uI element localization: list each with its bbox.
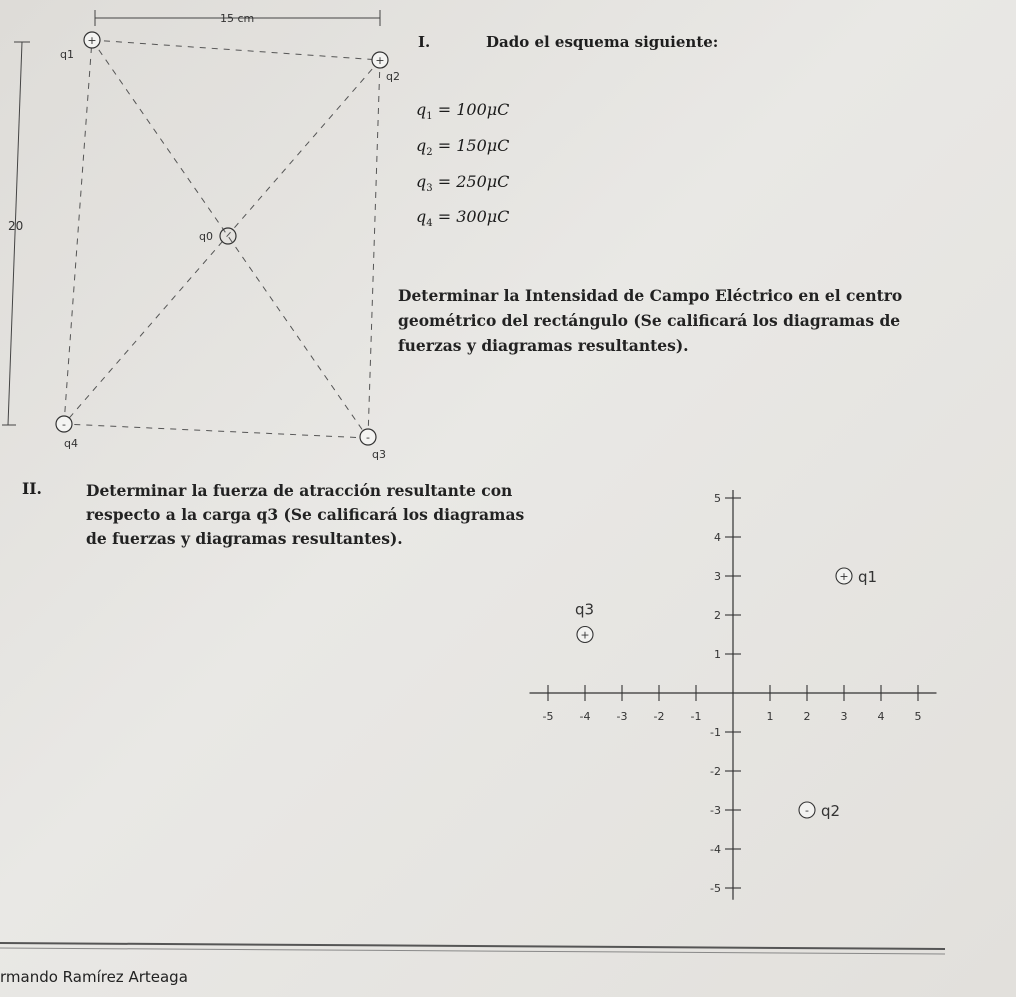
q1-sign: + bbox=[839, 570, 849, 583]
y-tick-label: -2 bbox=[710, 765, 721, 778]
q3-sign: - bbox=[366, 431, 370, 444]
plane-axes bbox=[530, 490, 937, 900]
section2-task: Determinar la fuerza de atracción resultante con respecto a la carga q3 (Se calificará los diagramas de fuerzas y diagramas resultantes). bbox=[86, 481, 525, 548]
x-tick-label: -3 bbox=[616, 710, 628, 723]
y-tick-label: 5 bbox=[714, 492, 721, 505]
x-tick-label: 1 bbox=[766, 710, 774, 723]
q3-label: q3 bbox=[372, 448, 386, 461]
q1-label: q1 bbox=[60, 48, 74, 61]
charge-q3 bbox=[360, 429, 376, 445]
q2-label: q2 bbox=[386, 70, 400, 83]
q3-label: q3 bbox=[575, 600, 595, 619]
x-tick-label: 4 bbox=[877, 710, 885, 723]
x-tick-label: -2 bbox=[653, 710, 665, 723]
q1-label: q1 bbox=[858, 568, 878, 586]
q2-sign: - bbox=[805, 804, 809, 817]
x-tick-label: 3 bbox=[840, 710, 848, 723]
x-tick-label: -4 bbox=[579, 710, 591, 723]
q4-label: q4 bbox=[64, 437, 78, 450]
q2-label: q2 bbox=[821, 802, 841, 820]
x-tick-label: 2 bbox=[803, 710, 811, 723]
width-label: 15 cm bbox=[220, 12, 255, 25]
q0-label: q0 bbox=[199, 230, 213, 243]
dashed-rectangle bbox=[64, 40, 380, 438]
charge-q0 bbox=[220, 228, 236, 244]
charge-value-q4: $q_4 = 300\mu C$ bbox=[416, 207, 510, 230]
q1-sign: + bbox=[87, 34, 97, 47]
q4-sign: - bbox=[62, 418, 66, 431]
y-tick-label: 3 bbox=[714, 570, 721, 583]
y-tick-label: -3 bbox=[710, 804, 721, 817]
author-name: rmando Ramírez Arteaga bbox=[0, 968, 188, 986]
height-dimension-line bbox=[8, 42, 22, 425]
charge-q2 bbox=[372, 52, 388, 68]
y-tick-label: -5 bbox=[710, 882, 721, 895]
charge-value-q1: $q_1 = 100\mu C$ bbox=[416, 100, 510, 123]
coordinate-plane bbox=[520, 490, 940, 920]
section1-task: Determinar la Intensidad de Campo Eléctrico en el centro geométrico del rectángulo (Se calificará los diagramas de fuerzas y diagramas resultantes). bbox=[398, 286, 903, 355]
rectangle-diagram bbox=[0, 0, 410, 470]
x-tick-label: 5 bbox=[914, 710, 922, 723]
x-tick-label: -5 bbox=[542, 710, 554, 723]
charge-q4 bbox=[56, 416, 72, 432]
y-tick-label: 1 bbox=[714, 648, 721, 661]
height-label: 20 bbox=[8, 219, 24, 233]
charge-q1 bbox=[84, 32, 100, 48]
footer-rule bbox=[0, 935, 1016, 965]
section2-number: II. bbox=[22, 479, 42, 498]
y-tick-label: -4 bbox=[710, 843, 721, 856]
y-tick-label: 2 bbox=[714, 609, 721, 622]
x-tick-label: -1 bbox=[690, 710, 702, 723]
q3-sign: + bbox=[580, 628, 590, 642]
section1-title: Dado el esquema siguiente: bbox=[486, 33, 719, 51]
y-tick-label: -1 bbox=[710, 726, 721, 739]
q2-sign: + bbox=[375, 54, 385, 67]
section1-number: I. bbox=[418, 33, 431, 51]
diagonals bbox=[64, 40, 380, 438]
y-tick-label: 4 bbox=[714, 531, 721, 544]
charge-value-q3: $q_3 = 250\mu C$ bbox=[416, 172, 510, 195]
charge-value-q2: $q_2 = 150\mu C$ bbox=[416, 136, 510, 159]
